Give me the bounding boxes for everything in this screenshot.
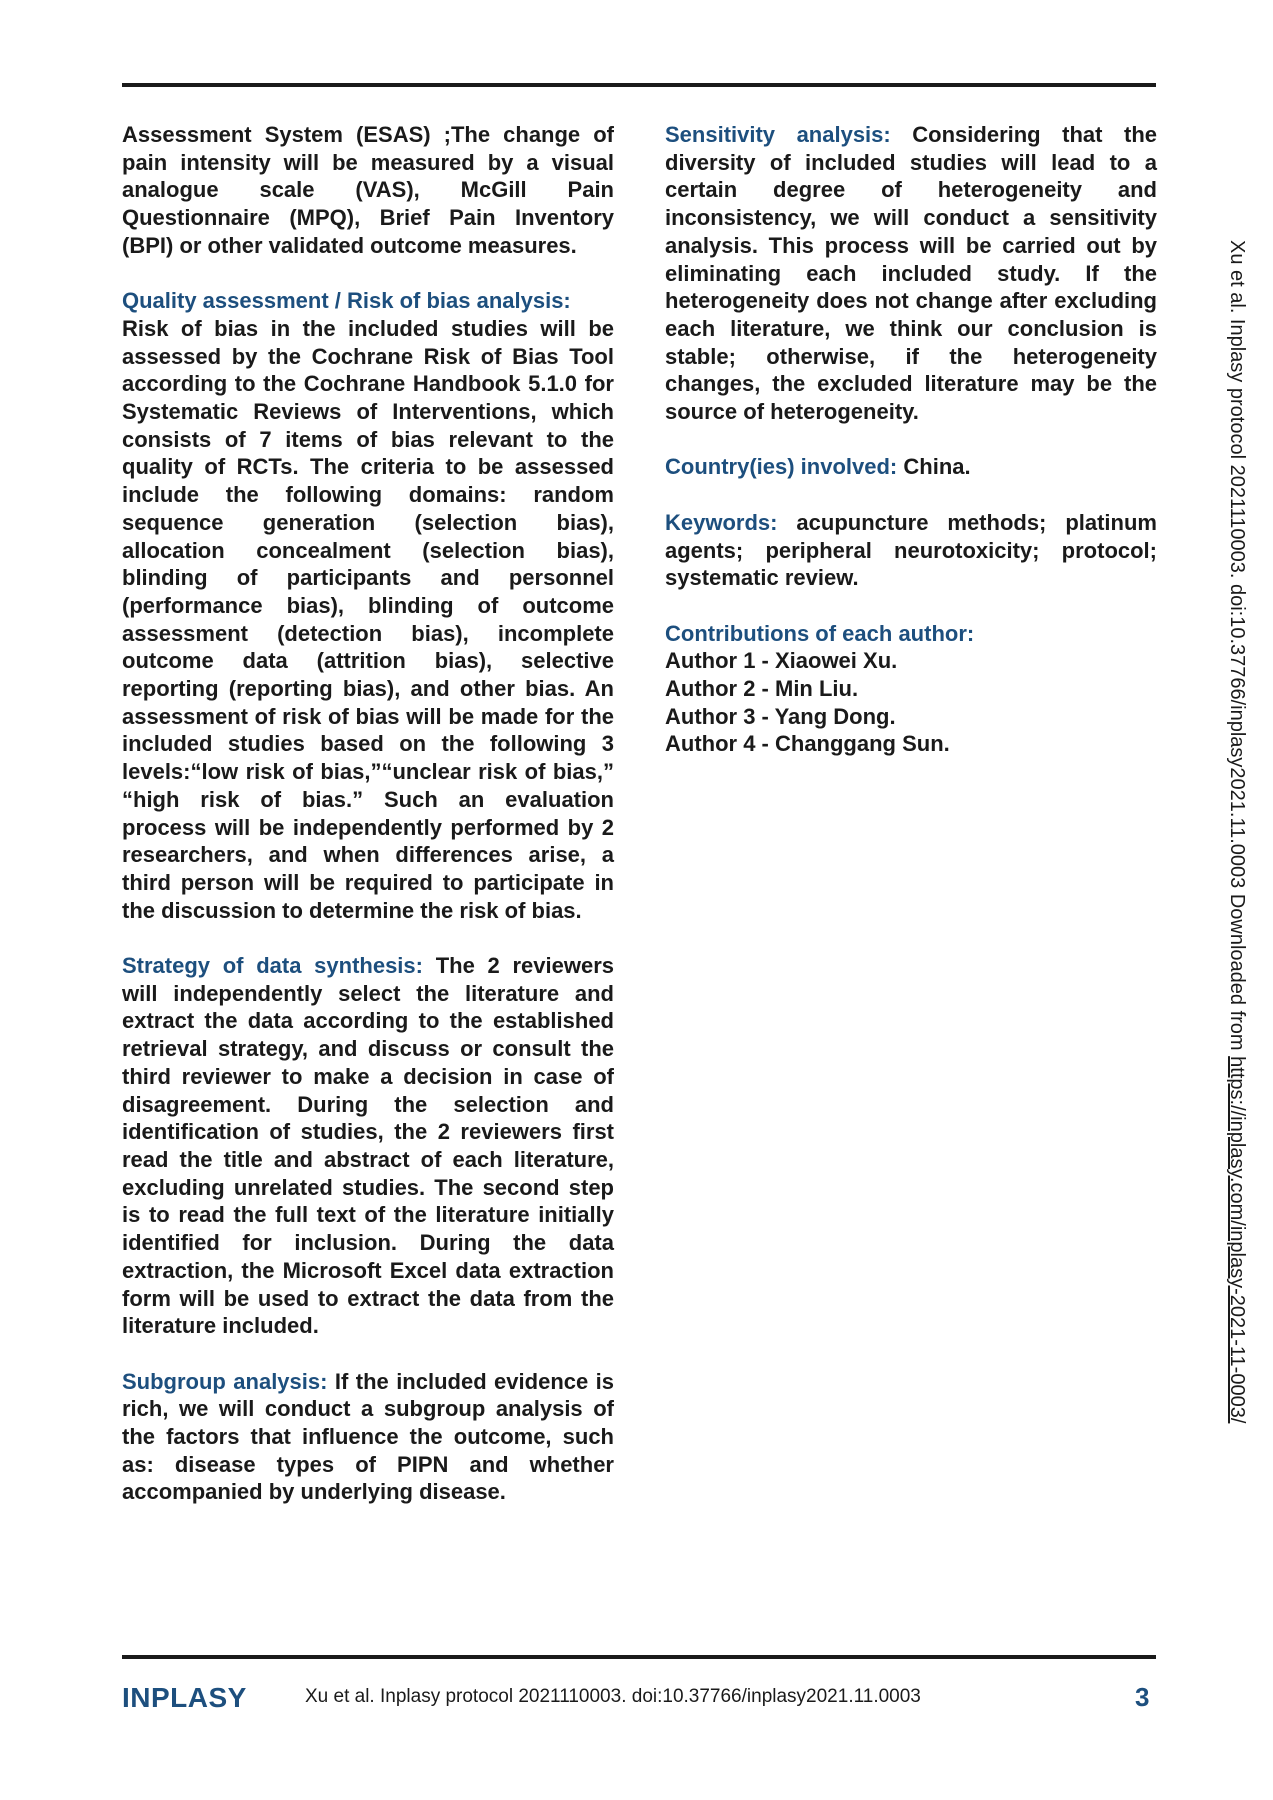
data-synthesis-section — [122, 952, 614, 1340]
page-number: 3 — [1135, 1682, 1150, 1712]
country-value: China. — [903, 454, 971, 480]
country-section — [665, 453, 1157, 481]
contributions-heading: Contributions of each author: — [665, 620, 975, 646]
keywords-value: acupuncture methods; platinum agents; peripheral neurotoxicity; protocol; systematic review. — [665, 509, 1157, 591]
data-synthesis-heading: Strategy of data synthesis: — [122, 953, 423, 979]
esas-paragraph — [122, 121, 614, 260]
sensitivity-analysis-body: Considering that the diversity of included studies will lead to a certain degree of heterogeneity and inconsistency, we will conduct a sensitivity analysis. This process will be carried out by eliminating each included study. If the heterogeneity does not change after excluding each literature, we think our conclusion is stable; otherwise, if the heterogeneity changes, the excluded literature may be the source of heterogeneity. — [665, 122, 1157, 425]
country-heading: Country(ies) involved: — [665, 454, 898, 480]
author-4: Author 4 - Changgang Sun. — [665, 731, 950, 757]
keywords-heading: Keywords: — [665, 509, 778, 535]
left-column — [122, 121, 614, 1534]
contributions-section — [665, 620, 1157, 759]
footer-citation: Xu et al. Inplasy protocol 2021110003. doi:10.37766/inplasy2021.11.0003 — [305, 1686, 921, 1707]
footer-brand: INPLASY — [122, 1682, 247, 1713]
sensitivity-analysis-heading: Sensitivity analysis: — [665, 122, 891, 147]
subgroup-analysis-body: If the included evidence is rich, we will conduct a subgroup analysis of the factors that influence the outcome, such as: disease types of PIPN and whether accompanied by underlying disease. — [122, 1368, 614, 1505]
data-synthesis-body: The 2 reviewers will independently select the literature and extract the data according to the established retrieval strategy, and discuss or consult the third reviewer to make a decision in case of disagreement. During the selection and identification of studies, the 2 reviewers first read the title and abstract of each literature, excluding unrelated studies. The second step is to read the full text of the literature initially identified for inclusion. During the data extraction, the Microsoft Excel data extraction form will be used to extract the data from the literature included. — [122, 953, 614, 1339]
author-2: Author 2 - Min Liu. — [665, 676, 859, 702]
subgroup-analysis-heading: Subgroup analysis: — [122, 1368, 328, 1394]
quality-assessment-section — [122, 287, 614, 924]
quality-assessment-body: Risk of bias in the included studies will be assessed by the Cochrane Risk of Bias Tool according to the Cochrane Handbook 5.1.0 for Systematic Reviews of Interventions, which consists of 7 items of bias relevant to the quality of RCTs. The criteria to be assessed include the following domains: random sequence generation (selection bias), allocation concealment (selection bias), blinding of participants and personnel (performance bias), blinding of outcome assessment (detection bias), incomplete outcome data (attrition bias), selective reporting (reporting bias), and other bias. An assessment of risk of bias will be made for the included studies based on the following 3 levels:“low risk of bias,”“unclear risk of bias,” “high risk of bias.” Such an evaluation process will be independently performed by 2 researchers, and when differences arise, a third person will be required to participate in the discussion to determine the risk of bias. — [122, 315, 614, 923]
sensitivity-analysis-section — [665, 121, 1157, 426]
side-download-note — [1225, 240, 1248, 1423]
subgroup-analysis-section — [122, 1368, 614, 1507]
keywords-section — [665, 509, 1157, 592]
quality-assessment-heading: Quality assessment / Risk of bias analysis: — [122, 288, 571, 314]
author-1: Author 1 - Xiaowei Xu. — [665, 648, 898, 674]
side-note-text: Xu et al. Inplasy protocol 2021110003. doi:10.37766/inplasy2021.11.0003 Downloaded from — [1226, 240, 1248, 1057]
top-rule — [122, 83, 1156, 87]
bottom-rule — [122, 1655, 1156, 1659]
esas-text: Assessment System (ESAS) ;The change of pain intensity will be measured by a visual analogue scale (VAS), McGill Pain Questionnaire (MPQ), Brief Pain Inventory (BPI) or other validated outcome measures. — [122, 122, 614, 258]
side-note-link[interactable]: https://inplasy.com/inplasy-2021-11-0003/ — [1226, 1056, 1248, 1424]
author-3: Author 3 - Yang Dong. — [665, 703, 896, 729]
right-column — [665, 121, 1157, 786]
